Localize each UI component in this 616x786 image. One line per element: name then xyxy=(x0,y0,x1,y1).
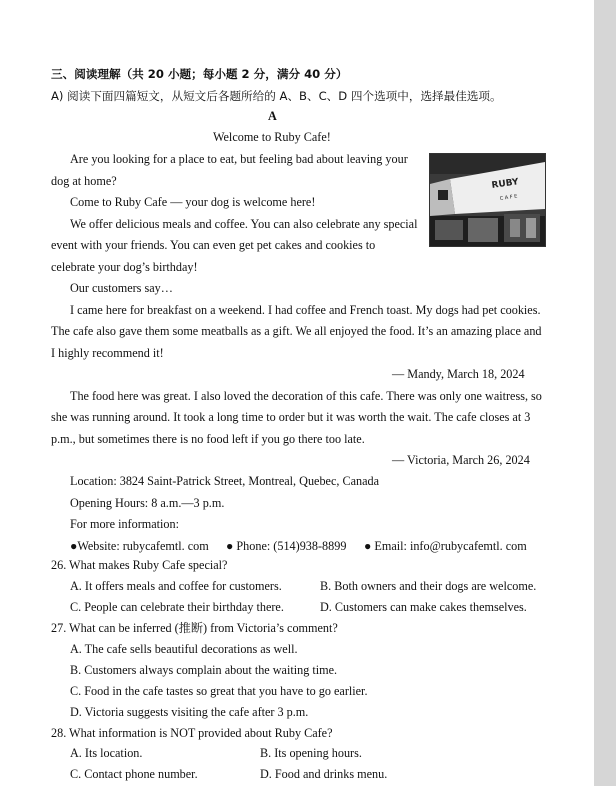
question-option: D. Food and drinks menu. xyxy=(260,767,388,781)
review-line: p.m., but sometimes there is no food left if you go there too late. xyxy=(51,432,365,446)
question-option: B. Its opening hours. xyxy=(260,746,362,760)
more-info-label: For more information: xyxy=(70,517,179,531)
question-option: C. People can celebrate their birthday there. xyxy=(70,600,284,614)
page-edge-shadow xyxy=(594,0,616,786)
question-option: D. Customers can make cakes themselves. xyxy=(320,600,527,614)
cafe-location: Location: 3824 Saint-Patrick Street, Montreal, Quebec, Canada xyxy=(70,474,379,488)
question-option: C. Food in the cafe tastes so great that you have to go earlier. xyxy=(70,684,368,698)
review-line: The food here was great. I also loved the decoration of this cafe. There was only one waitress, so xyxy=(70,389,542,403)
question-option: C. Contact phone number. xyxy=(70,767,198,781)
question-stem: 28. What information is NOT provided about Ruby Cafe? xyxy=(51,726,333,740)
intro-line: We offer delicious meals and coffee. You can also celebrate any special xyxy=(70,217,418,231)
cafe-website: ●Website: rubycafemtl. com xyxy=(70,539,209,553)
intro-line: dog at home? xyxy=(51,174,117,188)
question-stem: 27. What can be inferred (推断) from Victoria’s comment? xyxy=(51,621,338,635)
storefront-sign-subtext: C A F E xyxy=(499,193,518,202)
review-signature: — Victoria, March 26, 2024 xyxy=(392,453,530,467)
cafe-photo xyxy=(429,153,546,247)
cafe-email: ● Email: info@rubycafemtl. com xyxy=(364,539,527,553)
review-line: The cafe also gave them some meatballs as a gift. We all enjoyed the food. It’s an amazing place and xyxy=(51,324,542,338)
intro-line: Our customers say… xyxy=(70,281,173,295)
question-option: A. Its location. xyxy=(70,746,143,760)
cafe-storefront-image xyxy=(430,154,545,246)
question-option: B. Both owners and their dogs are welcome. xyxy=(320,579,537,593)
review-line: she was running around. It took a long time to order but it was worth the wait. The cafe closes at 3 xyxy=(51,410,531,424)
section-instruction: A) 阅读下面四篇短文，从短文后各题所给的 A、B、C、D 四个选项中，选择最佳选项。 xyxy=(51,89,502,103)
review-signature: — Mandy, March 18, 2024 xyxy=(392,367,525,381)
cafe-hours: Opening Hours: 8 a.m.—3 p.m. xyxy=(70,496,225,510)
question-option: B. Customers always complain about the waiting time. xyxy=(70,663,338,677)
storefront-sign-text: RUBY xyxy=(491,177,520,191)
cafe-phone: ● Phone: (514)938-8899 xyxy=(226,539,347,553)
question-stem: 26. What makes Ruby Cafe special? xyxy=(51,558,228,572)
question-option: A. It offers meals and coffee for customers. xyxy=(70,579,282,593)
passage-title: Welcome to Ruby Cafe! xyxy=(213,130,331,144)
section-header: 三、阅读理解（共 20 小题；每小题 2 分，满分 40 分） xyxy=(51,67,348,81)
review-line: I came here for breakfast on a weekend. I had coffee and French toast. My dogs had pet cookies. xyxy=(70,303,541,317)
intro-line: Come to Ruby Cafe — your dog is welcome here! xyxy=(70,195,316,209)
intro-line: event with your friends. You can even get pet cakes and cookies to xyxy=(51,238,376,252)
intro-line: celebrate your dog’s birthday! xyxy=(51,260,198,274)
intro-line: Are you looking for a place to eat, but feeling bad about leaving your xyxy=(70,152,408,166)
passage-label: A xyxy=(268,109,277,123)
question-option: D. Victoria suggests visiting the cafe after 3 p.m. xyxy=(70,705,309,719)
question-option: A. The cafe sells beautiful decorations as well. xyxy=(70,642,298,656)
review-line: I highly recommend it! xyxy=(51,346,164,360)
